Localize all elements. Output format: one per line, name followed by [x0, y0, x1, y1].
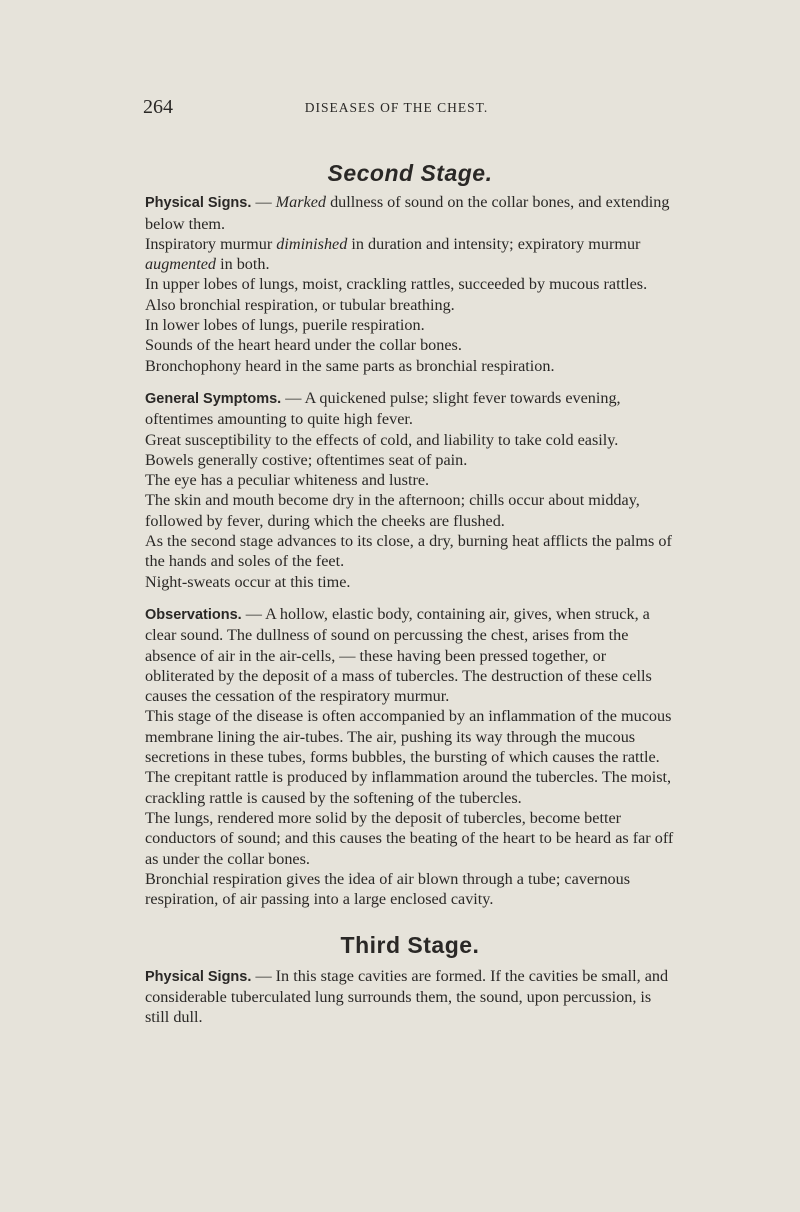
third-stage-heading: Third Stage. — [340, 932, 480, 959]
paragraph: Bowels generally costive; oftentimes seat of pain. — [145, 450, 468, 469]
observations-paragraph: Observations. — A hollow, elastic body, containing air, gives, when struck, a clear sound. The dullness of sound on percussing the chest, arises from the absence of air in the air-cells, — these having been pressed together, or obliterated by the deposit of a mass of tubercles. The destruction of these cells causes the cessation of the respiratory murmur. — [145, 604, 652, 706]
running-head-title: DISEASES OF THE CHEST. — [304, 100, 489, 115]
second-stage-heading: Second Stage. — [327, 160, 493, 186]
paragraph: As the second stage advances to its close, a dry, burning heat afflicts the palms of the hands and soles of the feet. — [145, 532, 672, 571]
paragraph: Inspiratory murmur diminished in duration and intensity; expiratory murmur augmented in both. — [145, 234, 641, 274]
general-symptoms-paragraph: General Symptoms. — A quickened pulse; slight fever towards evening, oftentimes amounting to quite high fever. — [145, 388, 621, 429]
running-head — [143, 96, 650, 118]
paragraph: Bronchophony heard in the same parts as bronchial respiration. — [145, 356, 555, 375]
paragraph: Bronchial respiration gives the idea of air blown through a tube; cavernous respiration, of air passing into a large enclosed cavity. — [145, 869, 631, 909]
paragraph: The lungs, rendered more solid by the deposit of tubercles, become better conductors of sound; and this causes the beating of the heart to be heard as far off as under the collar bones. — [145, 808, 674, 868]
paragraph: The skin and mouth become dry in the afternoon; chills occur about midday, followed by fever, during which the cheeks are flushed. — [145, 491, 640, 530]
observations-label: Observations. — [145, 606, 242, 623]
page-body — [145, 160, 675, 1028]
physical-signs-paragraph: Physical Signs. — Marked dullness of sound on the collar bones, and extending below them. — [145, 193, 670, 233]
paragraph: In lower lobes of lungs, puerile respiration. — [145, 316, 425, 335]
page-number: 264 — [143, 96, 173, 118]
general-symptoms-label: General Symptoms. — [145, 390, 282, 407]
paragraph: This stage of the disease is often accompanied by an inflammation of the mucous membrane lining the air-tubes. The air, pushing its way through the mucous secretions in these tubes, forms bubbles, the bursting of which causes the rattle. The crepitant rattle is produced by inflammation around the tubercles. The moist, crackling rattle is caused by the softening of the tubercles. — [145, 707, 672, 807]
paragraph: Night-sweats occur at this time. — [145, 572, 351, 591]
paragraph: The eye has a peculiar whiteness and lustre. — [145, 471, 430, 490]
third-physical-signs-label: Physical Signs. — [145, 968, 252, 985]
third-physical-signs-paragraph: Physical Signs. — In this stage cavities are formed. If the cavities be small, and considerable tuberculated lung surrounds them, the sound, upon percussion, is still dull. — [145, 966, 669, 1027]
paragraph: Great susceptibility to the effects of cold, and liability to take cold easily. — [145, 430, 619, 449]
paragraph: Sounds of the heart heard under the collar bones. — [145, 336, 462, 355]
physical-signs-label: Physical Signs. — [145, 195, 252, 212]
paragraph: In upper lobes of lungs, moist, crackling rattles, succeeded by mucous rattles. Also bronchial respiration, or tubular breathing. — [145, 275, 648, 314]
